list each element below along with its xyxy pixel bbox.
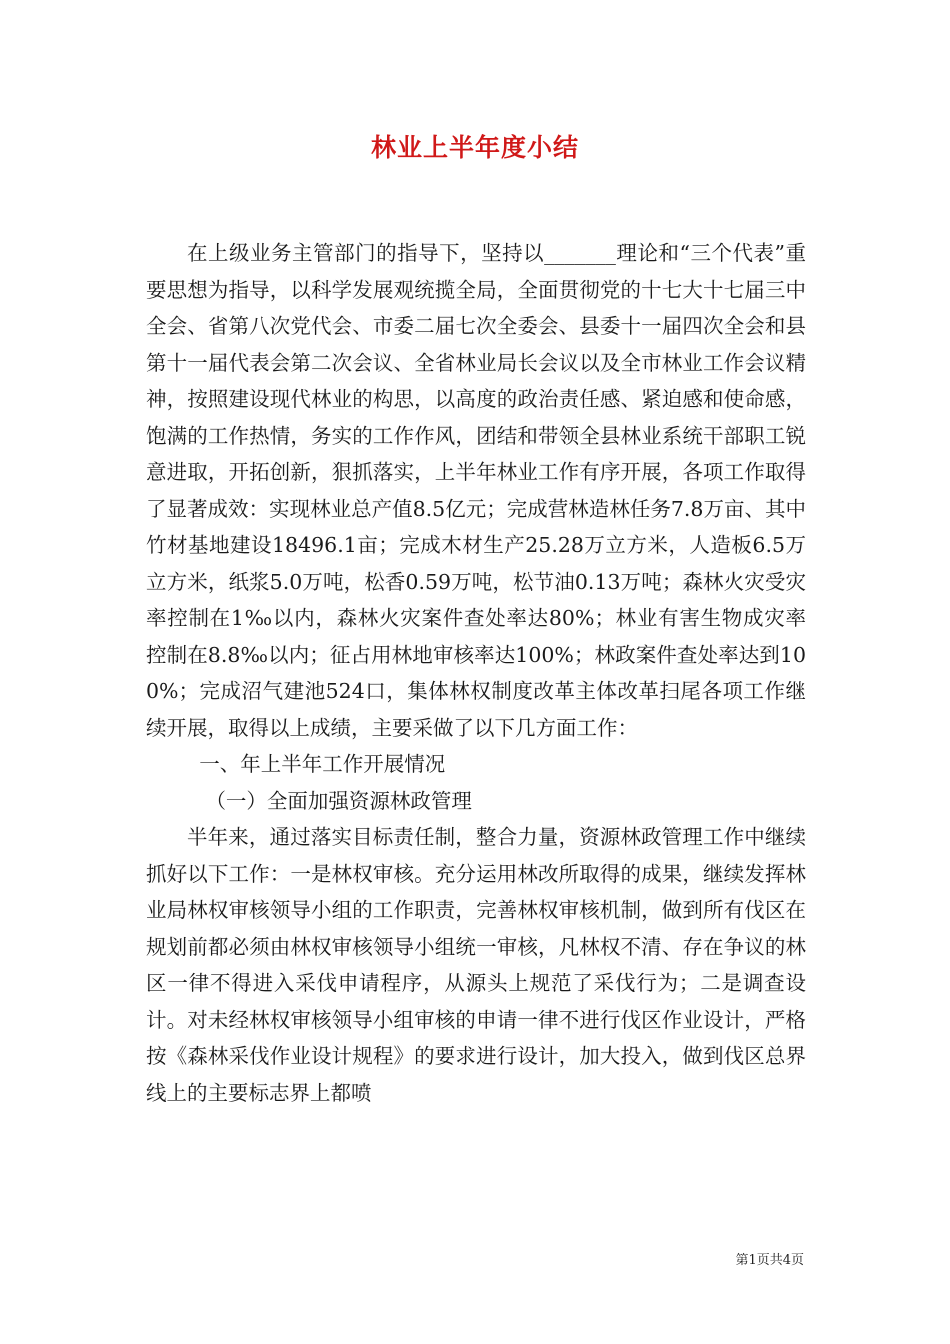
section-heading: 一、年上半年工作开展情况 bbox=[199, 752, 446, 776]
paragraph-resource-management: 半年来，通过落实目标责任制，整合力量，资源林政管理工作中继续抓好以下工作：一是林权审核。充分运用林改所取得的成果，继续发挥林业局林权审核领导小组的工作职责，完善林权审核机制，做到所有伐区在规划前都必须由林权审核领导小组统一审核，凡林权不清、存在争议的林区一律不得进入采伐申请程序，从源头上规范了采伐行为；二是调查设计。对未经林权审核领导小组审核的申请一律不进行伐区作业设计，严格按《森林采伐作业设计规程》的要求进行设计，加大投入，做到伐区总界线上的主要标志界上都喷 bbox=[146, 825, 806, 1105]
paragraph-intro: 在上级业务主管部门的指导下，坚持以_______理论和“三个代表”重要思想为指导，以科学发展观统揽全局，全面贯彻党的十七大十七届三中全会、省第八次党代会、市委二届七次全委会、县委十一届四次全会和县第十一届代表会第二次会议、全省林业局长会议以及全市林业工作会议精神，按照建设现代林业的构思，以高度的政治责任感、紧迫感和使命感，饱满的工作热情，务实的工作作风，团结和带领全县林业系统干部职工锐意进取，开拓创新，狠抓落实，上半年林业工作有序开展，各项工作取得了显著成效：实现林业总产值8.5亿元；完成营林造林任务7.8万亩、其中竹材基地建设18496.1亩；完成木材生产25.28万立方米，人造板6.5万立方米，纸浆5.0万吨，松香0.59万吨，松节油0.13万吨；森林火灾受灾率控制在1‰以内，森林火灾案件查处率达80%；林业有害生物成灾率控制在8.8‰以内；征占用林地审核率达100%；林政案件查处率达到100%；完成沼气建池524口，集体林权制度改革主体改革扫尾各项工作继续开展，取得以上成绩，主要采做了以下几方面工作： bbox=[146, 241, 806, 740]
page-number: 第1页共4页 bbox=[735, 1253, 804, 1268]
document-body bbox=[146, 235, 806, 1111]
subsection-heading: （一）全面加强资源林政管理 bbox=[205, 788, 472, 813]
document-title: 林业上半年度小结 bbox=[370, 133, 579, 162]
